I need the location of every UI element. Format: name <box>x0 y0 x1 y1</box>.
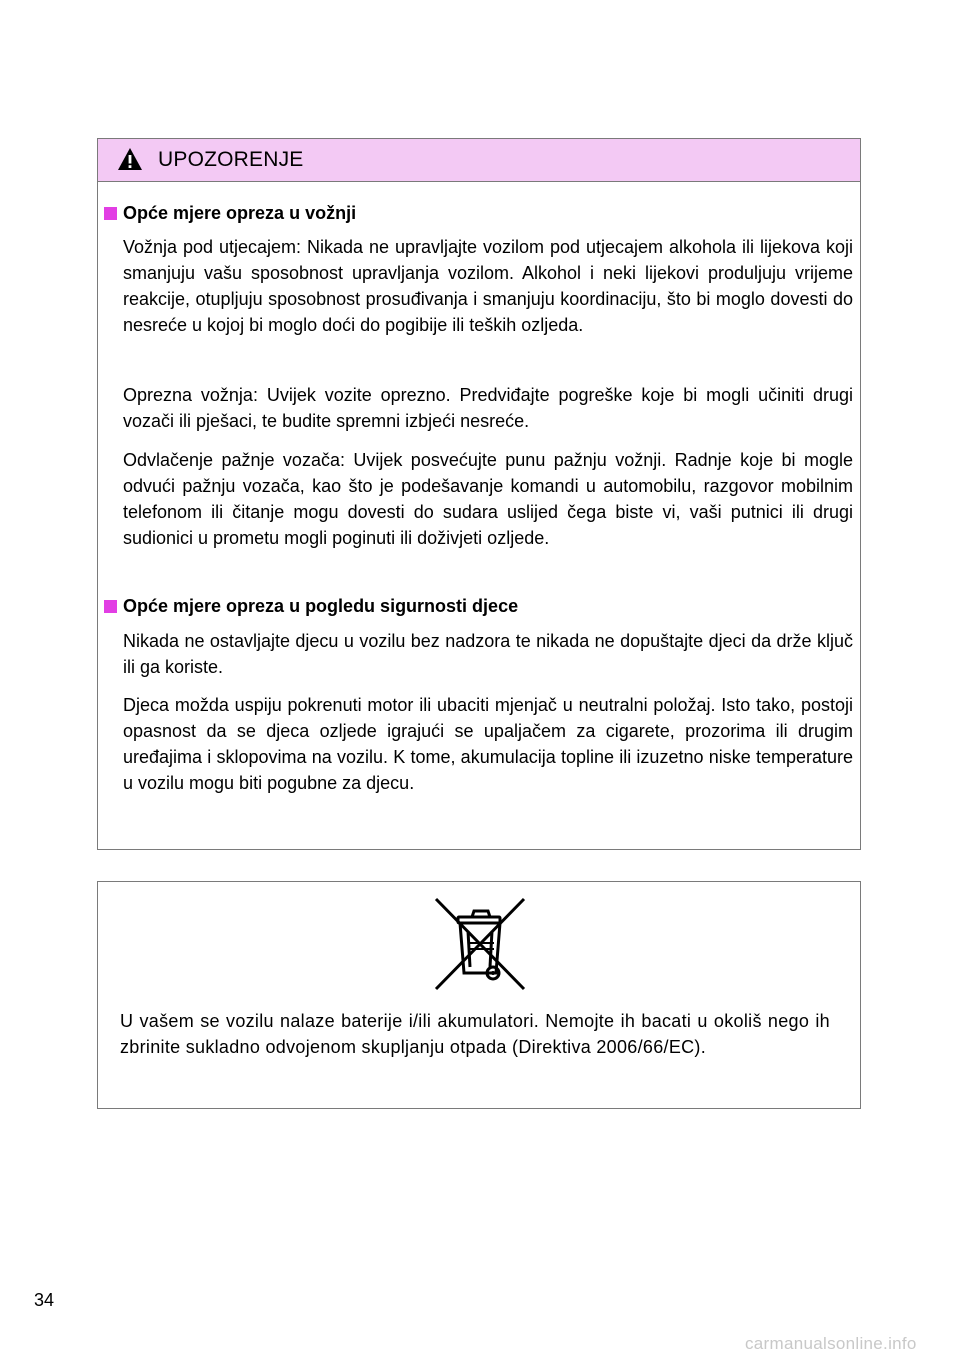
warning-title: UPOZORENJE <box>158 148 304 171</box>
battery-note-text: U vašem se vozilu nalaze baterije i/ili akumulatori. Nemojte ih bacati u okoliš nego ih zbrinite sukladno odvojenom skupljanju otpada (Direktiva 2006/66/EC). <box>120 1011 830 1057</box>
crossed-out-wheelie-bin-icon <box>432 897 528 998</box>
section-heading-driving: Opće mjere opreza u vožnji <box>104 203 356 224</box>
paragraph-children-unattended: Nikada ne ostavljajte djecu u vozilu bez nadzora te nikada ne dopuštajte djeci da drže ključ ili ga koriste. <box>123 631 853 677</box>
warning-box <box>97 138 861 850</box>
paragraph-distraction: Odvlačenje pažnje vozača: Uvijek posvećujte punu pažnju vožnji. Radnje koje bi mogle odvući pažnju vozača, kao što je podešavanje komandi u automobilu, razgovor mobilnim telefonom ili čitanje mogu dovesti do sudara uslijed čega biste vi, vaši putnici ili drugi sudionici u prometu mogli poginuti ili doživjeti ozljede. <box>123 450 853 548</box>
paragraph-children-hazards: Djeca možda uspiju pokrenuti motor ili ubaciti mjenjač u neutralni položaj. Isto tako, postoji opasnost da se djeca ozljede igrajući se upaljačem za cigarete, prozorima ili drugim uređajima i sklopovima na vozilu. K tome, akumulacija topline ili izuzetno niske temperature u vozilu mogu biti pogubne za djecu. <box>123 695 853 793</box>
square-bullet-icon <box>104 600 117 613</box>
section-heading-child-safety: Opće mjere opreza u pogledu sigurnosti djece <box>104 596 518 617</box>
warning-header <box>98 139 860 182</box>
watermark: carmanualsonline.info <box>745 1334 917 1353</box>
warning-triangle-icon <box>117 147 143 171</box>
square-bullet-icon <box>104 207 117 220</box>
page-number: 34 <box>34 1290 55 1310</box>
paragraph-careful-driving: Oprezna vožnja: Uvijek vozite oprezno. Predviđajte pogreške koje bi mogli učiniti drugi vozači ili pješaci, te budite spremni izbjeći nesreće. <box>123 385 853 431</box>
paragraph-influence: Vožnja pod utjecajem: Nikada ne upravljajte vozilom pod utjecajem alkohola ili lijekova koji smanjuju vašu sposobnost upravljanja vozilom. Alkohol i neki lijekovi produljuju vrijeme reakcije, otupljuju sposobnost prosuđivanja i smanjuju koordinaciju, što bi moglo dovesti do nesreće u kojoj bi moglo doći do pogibije ili teških ozljeda. <box>123 237 853 335</box>
battery-disposal-note <box>97 881 861 1109</box>
